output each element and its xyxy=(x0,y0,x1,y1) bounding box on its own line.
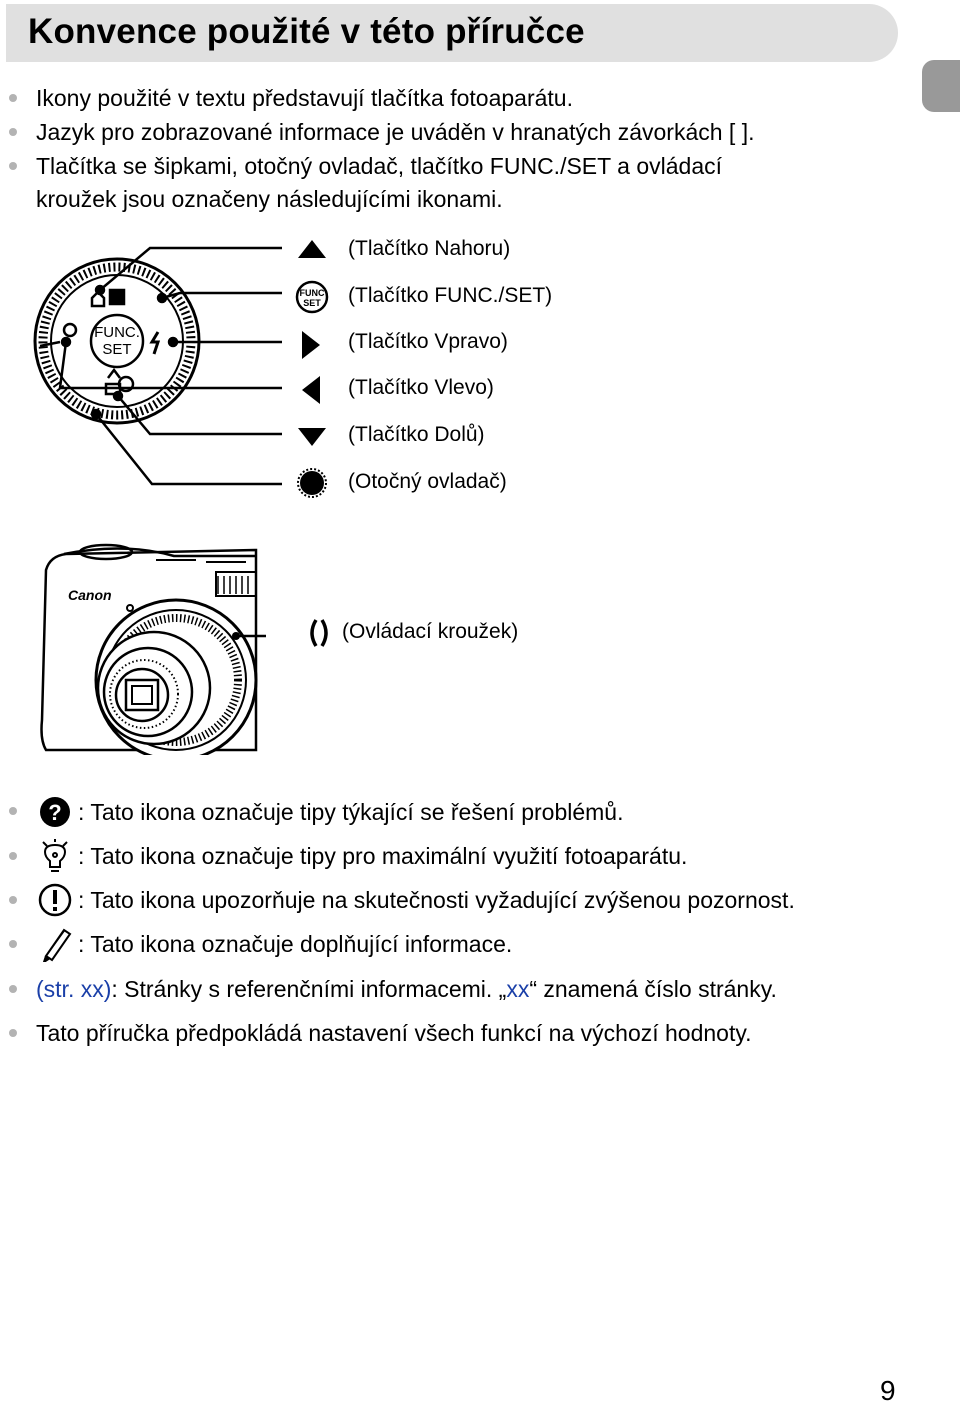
reference-page-link[interactable]: (str. xx) xyxy=(36,976,112,1002)
note-caution: : Tato ikona upozorňuje na skutečnosti vyžadující zvýšenou pozornost. xyxy=(78,887,795,913)
intro-line-1: Ikony použité v textu představují tlačítka fotoaparátu. xyxy=(36,85,573,111)
page-title: Konvence použité v této příručce xyxy=(28,12,585,51)
intro-line-3: Tlačítka se šipkami, otočný ovladač, tlačítko FUNC./SET a ovládací xyxy=(36,153,723,179)
bullet xyxy=(9,94,17,102)
reference-xx: xx xyxy=(506,976,530,1002)
bullet xyxy=(9,162,17,170)
legend-dial: (Otočný ovladač) xyxy=(348,470,507,493)
bullet xyxy=(9,852,17,860)
triangle-left-icon xyxy=(300,375,322,405)
intro-line-4: kroužek jsou označeny následujícími ikonami. xyxy=(36,186,503,212)
legend-down: (Tlačítko Dolů) xyxy=(348,423,485,446)
control-dial-icon xyxy=(297,468,327,498)
svg-text:?: ? xyxy=(48,800,62,825)
camera-brand: Canon xyxy=(68,587,112,603)
caution-icon xyxy=(38,883,72,917)
note-info: : Tato ikona označuje doplňující informace. xyxy=(78,931,513,957)
legend-control-ring: (Ovládací kroužek) xyxy=(342,620,519,643)
bullet xyxy=(9,940,17,948)
section-tab xyxy=(922,60,960,112)
question-icon xyxy=(38,795,72,829)
legend-right: (Tlačítko Vpravo) xyxy=(348,330,508,353)
svg-text:FUNC: FUNC xyxy=(299,288,325,298)
pencil-icon xyxy=(40,926,72,962)
legend-func-set: (Tlačítko FUNC./SET) xyxy=(348,284,553,307)
control-dial-diagram xyxy=(30,238,320,498)
svg-text:SET: SET xyxy=(303,298,321,308)
control-ring-icon xyxy=(306,617,332,649)
legend-left: (Tlačítko Vlevo) xyxy=(348,376,494,399)
note-troubleshooting: : Tato ikona označuje tipy týkající se řešení problémů. xyxy=(78,799,624,825)
bullet xyxy=(9,807,17,815)
bullet xyxy=(9,985,17,993)
bullet xyxy=(9,896,17,904)
triangle-right-icon xyxy=(300,330,322,360)
dial-func-label: FUNC. xyxy=(94,324,140,341)
intro-line-2: Jazyk pro zobrazované informace je uváděn v hranatých závorkách [ ]. xyxy=(36,119,755,145)
reference-text-1: : Stránky s referenčními informacemi. „ xyxy=(111,976,507,1002)
dial-set-label: SET xyxy=(102,341,132,358)
legend-up: (Tlačítko Nahoru) xyxy=(348,237,511,260)
func-set-icon xyxy=(295,280,329,314)
title-bar xyxy=(6,4,898,62)
note-tips: : Tato ikona označuje tipy pro maximální využití fotoaparátu. xyxy=(78,843,688,869)
bullet xyxy=(9,1029,17,1037)
reference-line xyxy=(36,975,777,1003)
lightbulb-icon xyxy=(40,839,70,873)
triangle-up-icon xyxy=(296,238,328,260)
camera-illustration xyxy=(36,540,266,755)
reference-text-2: “ znamená číslo stránky. xyxy=(529,976,777,1002)
bullet xyxy=(9,128,17,136)
page-number: 9 xyxy=(880,1375,896,1406)
triangle-down-icon xyxy=(296,426,328,448)
default-settings-note: Tato příručka předpokládá nastavení všech funkcí na výchozí hodnoty. xyxy=(36,1020,752,1046)
